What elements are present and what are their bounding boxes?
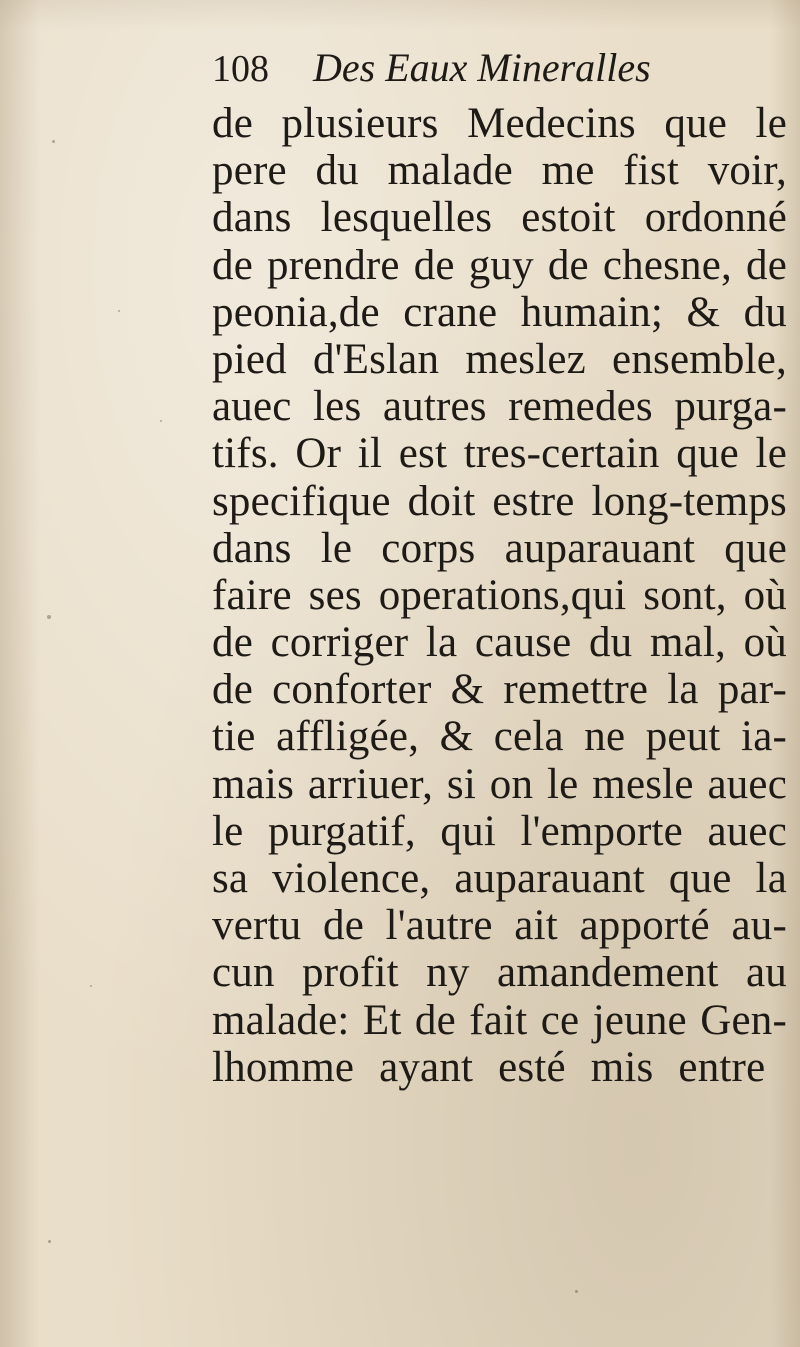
text-line: tifs. Or il est tres-certain que le [212, 430, 787, 478]
running-head [212, 38, 772, 98]
text-line: pied d'Eslan meslez ensemble, [212, 335, 787, 383]
paper-speckle [90, 985, 92, 987]
text-line: le purgatif, qui l'emporte auec [212, 807, 787, 855]
text-line: faire ses operations,qui sont, où [212, 571, 787, 619]
text-line: de plusieurs Medecins que le [212, 100, 787, 147]
text-line: tie affligée, & cela ne peut ia- [212, 713, 787, 761]
paper-speckle [48, 1240, 51, 1243]
text-line: dans lesquelles estoit ordonné [212, 194, 787, 242]
page-number: 108 [212, 48, 269, 90]
text-line: cun profit ny amandement au [212, 949, 787, 997]
text-line: sa violence, auparauant que la [212, 855, 787, 902]
text-line: peonia,de crane humain; & du [212, 288, 787, 336]
text-line: vertu de l'autre ait apporté au- [212, 902, 787, 950]
text-line: pere du malade me fist voir, [212, 147, 787, 195]
body-text [212, 100, 787, 1091]
paper-speckle [52, 140, 55, 143]
running-title: Des Eaux Mineralles [313, 45, 651, 90]
text-line: de conforter & remettre la par- [212, 666, 787, 714]
paper-speckle [575, 1290, 578, 1293]
text-line: auec les autres remedes purga- [212, 383, 787, 431]
text-line: dans le corps auparauant que [212, 524, 787, 572]
text-line: malade: Et de fait ce jeune Gen- [212, 996, 787, 1044]
paper-speckle [47, 615, 51, 619]
text-line: de prendre de guy de chesne, de [212, 241, 787, 289]
paper-speckle [160, 420, 162, 422]
paper-speckle [118, 310, 120, 312]
text-line: de corriger la cause du mal, où [212, 619, 787, 667]
text-line: lhomme ayant esté mis entre [212, 1043, 766, 1091]
text-line: mais arriuer, si on le mesle auec [212, 760, 787, 808]
text-line: specifique doit estre long-temps [212, 477, 787, 525]
